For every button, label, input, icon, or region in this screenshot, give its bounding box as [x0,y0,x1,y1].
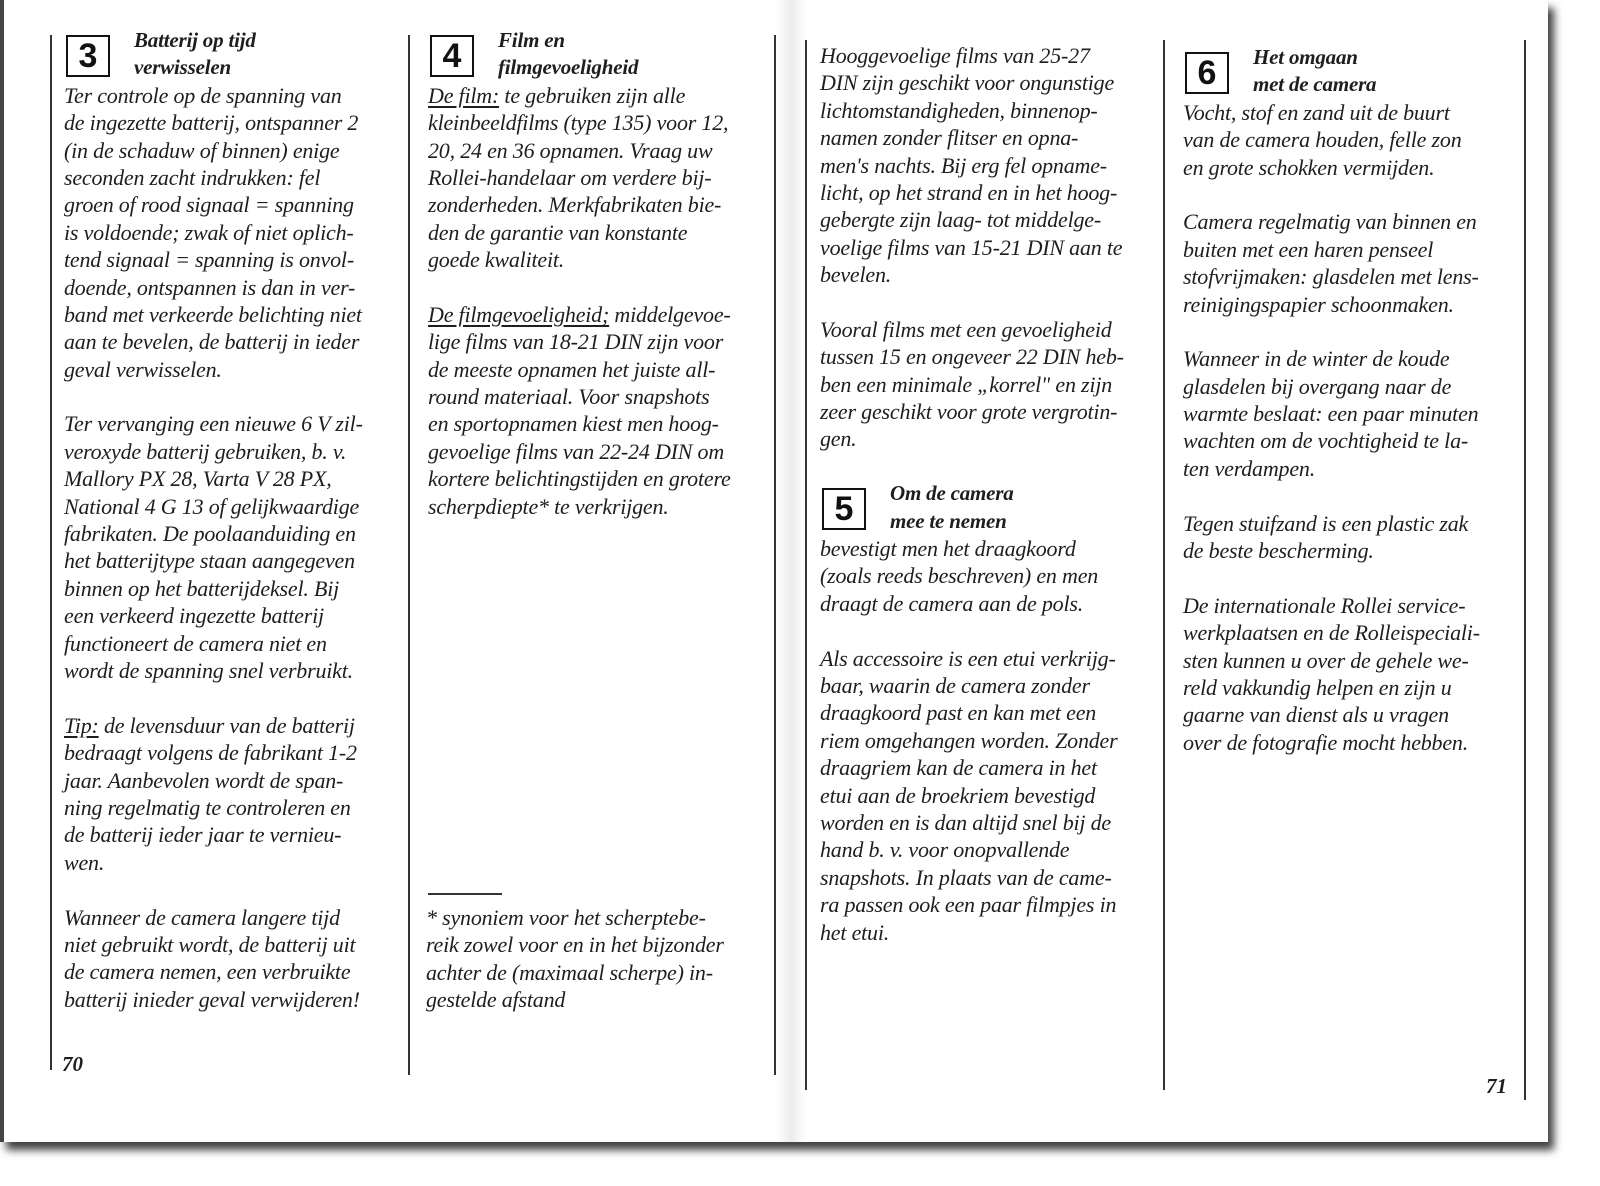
text-line: en sportopnamen kiest men hoog- [428,411,719,437]
paragraph [820,645,1170,946]
text-line: draagriem kan de camera in het [820,755,1097,781]
column-camera-care [1183,44,1533,756]
book-gutter [776,0,806,1142]
text-line: wachten om de vochtigheid te la- [1183,428,1469,454]
page-number-left: 70 [62,1052,83,1076]
text-line: wen. [64,849,105,875]
text-line: ben een minimale „korrel" en zijn [820,371,1113,397]
column-film [428,27,778,520]
text-line: is voldoende; zwak of niet oplich- [64,219,354,245]
text-line: namen zonder flitser en opna- [820,125,1079,151]
text-line: mee te nemen [890,508,1007,533]
text-line: buiten met een haren penseel [1183,236,1434,262]
text-line: gen. [820,426,857,452]
text-line: Camera regelmatig van binnen en [1183,209,1477,235]
text-line: men's nachts. Bij erg fel opname- [820,152,1107,178]
section-heading [64,27,414,82]
text-line: groen of rood signaal = spanning [64,192,354,218]
section-heading [1183,44,1533,99]
paragraph [1183,99,1533,181]
text-line: jaar. Aanbevolen wordt de span- [64,767,344,793]
text-line: aan te bevelen, de batterij in ieder [64,329,360,355]
text-line: lichtomstandigheden, binnenop- [820,97,1098,123]
paragraph [64,82,414,383]
text-line: stofvrijmaken: glasdelen met lens- [1183,264,1479,290]
text-line: geval verwisselen. [64,356,222,382]
text-line: goede kwaliteit. [428,247,565,273]
text-line: bevestigt men het draagkoord [820,536,1076,562]
line-text: de levensduur van de batterij [98,712,355,738]
section-number-box: 5 [822,488,866,530]
text-line: glasdelen bij overgang naar de [1183,373,1452,399]
text-line: Ter vervanging een nieuwe 6 V zil- [64,411,363,437]
paragraph [1183,208,1533,318]
section-number-box: 6 [1185,52,1229,94]
text-line: de meeste opnamen het juiste all- [428,356,716,382]
column-film-sensitivity-carrying [820,42,1170,946]
text-line: bevelen. [820,262,892,288]
text-line: Batterij op tijd [134,28,256,52]
text-line: Vooral films met een gevoeligheid [820,316,1112,342]
text-line: ten verdampen. [1183,455,1316,481]
text-line [428,301,778,328]
underlined-term: De film: [428,82,500,108]
text-line: het batterijtype staan aangegeven [64,548,355,574]
paragraph [820,316,1170,453]
text-line: baar, waarin de camera zonder [820,672,1090,698]
paragraph-gap [64,383,414,410]
text-line: verwisselen [134,55,231,80]
text-line: gebergte zijn laag- tot middelge- [820,207,1101,233]
text-line: zonderheden. Merkfabrikaten bie- [428,192,722,218]
text-line: Het omgaan [1253,45,1358,69]
text-line: niet gebruikt wordt, de batterij uit [64,931,356,957]
text-line: sten kunnen u over de gehele we- [1183,647,1469,673]
text-line: kortere belichtingstijden en grotere [428,466,731,492]
section-number-box: 4 [430,35,474,77]
text-line: achter de (maximaal scherpe) in- [426,959,713,985]
text-line: snapshots. In plaats van de came- [820,864,1112,890]
paragraph-gap [64,876,414,903]
text-line: binnen op het batterijdeksel. Bij [64,575,340,601]
line-text: te gebruiken zijn alle [499,82,686,108]
section-heading [820,480,1170,535]
text-line: Ter controle op de spanning van [64,82,342,108]
text-line: National 4 G 13 of gelijkwaardige [64,493,360,519]
paragraph-gap [1183,181,1533,208]
text-line: en grote schokken vermijden. [1183,154,1435,180]
line-text: middelgevoe- [609,301,731,327]
section-heading [428,27,778,82]
text-line: tussen 15 en ongeveer 22 DIN heb- [820,344,1124,370]
text-line: draagkoord past en kan met een [820,700,1097,726]
text-line: over de fotografie mocht hebben. [1183,729,1469,755]
text-line: Als accessoire is een etui verkrijg- [820,645,1116,671]
text-line: de ingezette batterij, ontspanner 2 [64,110,359,136]
text-line: gevoelige films van 22-24 DIN om [428,438,725,464]
paragraph [820,535,1170,617]
text-line: den de garantie van konstante [428,219,688,245]
text-line: lige films van 18-21 DIN zijn voor [428,329,724,355]
text-line: etui aan de broekriem bevestigd [820,782,1096,808]
text-line: * synoniem voor het scherptebe- [426,905,706,930]
text-line: De internationale Rollei service- [1183,592,1466,618]
paragraph [64,712,414,876]
paragraph [820,42,1170,289]
text-line: met de camera [1253,72,1377,97]
text-line: ning regelmatig te controleren en [64,794,351,820]
text-line: licht, op het strand en in het hoog- [820,179,1118,205]
text-line: warmte beslaat: een paar minuten [1183,401,1479,427]
text-line [428,82,778,109]
underlined-term: Tip: [64,712,99,738]
text-line: Rollei-handelaar om verdere bij- [428,164,712,190]
paragraph-gap [64,684,414,711]
text-line: reinigingspapier schoonmaken. [1183,291,1454,317]
text-line: bedraagt volgens de fabrikant 1-2 [64,740,357,766]
text-line: van de camera houden, felle zon [1183,127,1462,153]
text-line: draagt de camera aan de pols. [820,590,1084,616]
text-line: Tegen stuifzand is een plastic zak [1183,510,1469,536]
page-edge [0,0,4,1142]
text-line: werkplaatsen en de Rolleispeciali- [1183,620,1480,646]
paragraph-gap [1183,318,1533,345]
text-line: het etui. [820,919,890,945]
text-line: 20, 24 en 36 opnamen. Vraag uw [428,137,713,163]
text-line: scherpdiepte* te verkrijgen. [428,493,669,519]
paragraph [1183,592,1533,756]
text-line: kleinbeeldfilms (type 135) voor 12, [428,110,729,136]
text-line: zeer geschikt voor grote vergrotin- [820,399,1118,425]
paragraph [428,301,778,520]
paragraph-gap [428,274,778,301]
paragraph [428,82,778,274]
text-line: band met verkeerde belichting niet [64,301,362,327]
text-line: gestelde afstand [426,987,566,1013]
text-line: Hooggevoelige films van 25-27 [820,43,1090,68]
text-line: tend signaal = spanning is onvol- [64,247,354,273]
text-line: de batterij ieder jaar te vernieu- [64,822,342,848]
column-rule [50,35,52,1070]
text-line: ra passen ook een paar filmpjes in [820,892,1117,918]
text-line: seconden zacht indrukken: fel [64,164,321,190]
text-line: fabrikaten. De poolaanduiding en [64,521,356,547]
text-line: round materiaal. Voor snapshots [428,384,710,410]
text-line: de camera nemen, een verbruikte [64,959,351,985]
footnote-rule [428,893,502,895]
paragraph-gap [1183,482,1533,509]
text-line: Om de camera [890,481,1014,506]
text-line: Vocht, stof en zand uit de buurt [1183,99,1450,125]
paragraph-gap [1183,564,1533,591]
section-number-box: 3 [66,35,110,77]
text-line: wordt de spanning snel verbruikt. [64,657,353,683]
text-line: Film en [498,28,565,52]
text-line: gaarne van dienst als u vragen [1183,702,1449,728]
text-line: (zoals reeds beschreven) en men [820,563,1099,589]
paragraph [1183,510,1533,565]
paragraph [1183,345,1533,482]
text-line: reld vakkundig helpen en zijn u [1183,674,1452,700]
paragraph [64,904,414,1014]
text-line: de beste bescherming. [1183,538,1374,564]
text-line: Mallory PX 28, Varta V 28 PX, [64,466,332,492]
text-line: veroxyde batterij gebruiken, b. v. [64,438,347,464]
paragraph-gap [820,289,1170,316]
underlined-term: De filmgevoeligheid; [428,301,610,327]
text-line: Wanneer de camera langere tijd [64,904,340,930]
text-line: (in de schaduw of binnen) enige [64,137,340,163]
paragraph [64,410,414,684]
text-line: riem omgehangen worden. Zonder [820,727,1118,753]
column-rule [805,40,807,1090]
text-line: functioneert de camera niet en [64,630,327,656]
column-battery [64,27,414,1013]
text-line: filmgevoeligheid [498,55,639,80]
page-number-right: 71 [1486,1074,1507,1098]
text-line: worden en is dan altijd snel bij de [820,809,1111,835]
text-line: batterij inieder geval verwijderen! [64,986,360,1012]
text-line: doende, ontspannen is dan in ver- [64,274,356,300]
text-line: een verkeerd ingezette batterij [64,603,324,629]
text-line: Wanneer in de winter de koude [1183,346,1450,372]
text-line: reik zowel voor en in het bijzonder [426,932,724,958]
footnote [426,904,776,1014]
paragraph-gap [820,617,1170,644]
text-line: DIN zijn geschikt voor ongunstige [820,70,1115,96]
text-line [64,712,414,739]
text-line: voelige films van 15-21 DIN aan te [820,234,1123,260]
text-line: hand b. v. voor onopvallende [820,837,1070,863]
paragraph-gap [820,453,1170,480]
